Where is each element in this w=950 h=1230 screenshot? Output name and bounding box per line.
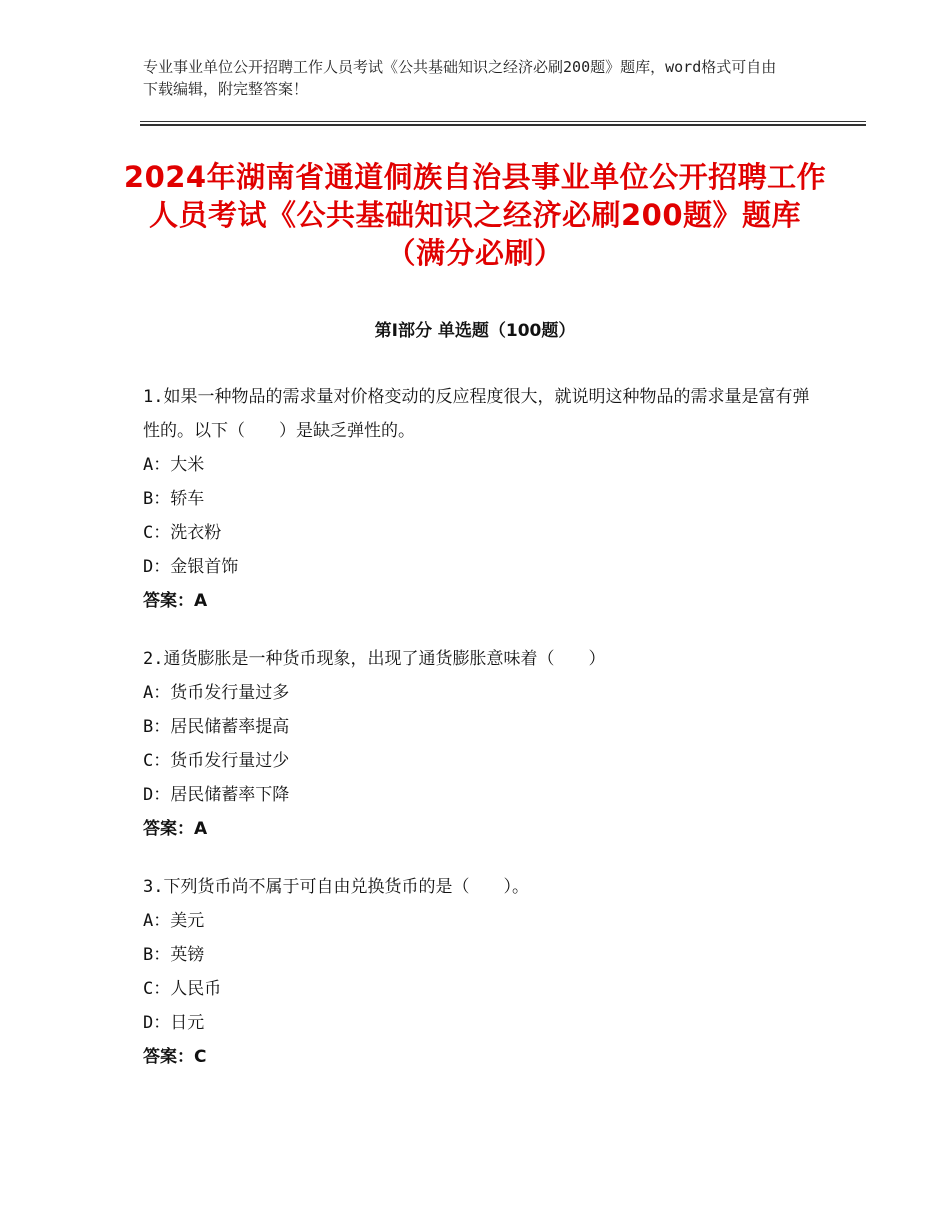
question-2 [143,642,823,846]
answer-line: 答案：C [143,1047,207,1067]
option-b: B：英镑 [143,945,205,965]
question-stem: 3.下列货币尚不属于可自由兑换货币的是（ ）。 [143,877,529,897]
option-a: A：货币发行量过多 [143,683,290,703]
option-b: B：居民储蓄率提高 [143,717,290,737]
answer-line: 答案：A [143,591,208,611]
document-title: 2024年湖南省通道侗族自治县事业单位公开招聘工作人员考试《公共基础知识之经济必刷200题》题库（满分必刷） [123,160,827,270]
question-stem: 1.如果一种物品的需求量对价格变动的反应程度很大，就说明这种物品的需求量是富有弹性的。以下（ ）是缺乏弹性的。 [143,387,810,441]
option-a: A：美元 [143,911,205,931]
header-note: 专业事业单位公开招聘工作人员考试《公共基础知识之经济必刷200题》题库，word格式可自由下载编辑，附完整答案！ [143,58,777,98]
option-c: C：洗衣粉 [143,523,222,543]
question-3 [143,870,823,1074]
header-rule-thick [140,124,866,126]
section-title: 第Ⅰ部分 单选题（100题） [374,321,576,341]
answer-line: 答案：A [143,819,208,839]
question-stem: 2.通货膨胀是一种货币现象，出现了通货膨胀意味着（ ） [143,649,606,669]
option-c: C：人民币 [143,979,222,999]
question-list [143,380,823,1098]
option-c: C：货币发行量过少 [143,751,290,771]
header-rule-thin [140,121,866,122]
option-d: D：居民储蓄率下降 [143,785,290,805]
option-a: A：大米 [143,455,205,475]
option-d: D：日元 [143,1013,205,1033]
option-b: B：轿车 [143,489,205,509]
question-1 [143,380,823,618]
option-d: D：金银首饰 [143,557,239,577]
